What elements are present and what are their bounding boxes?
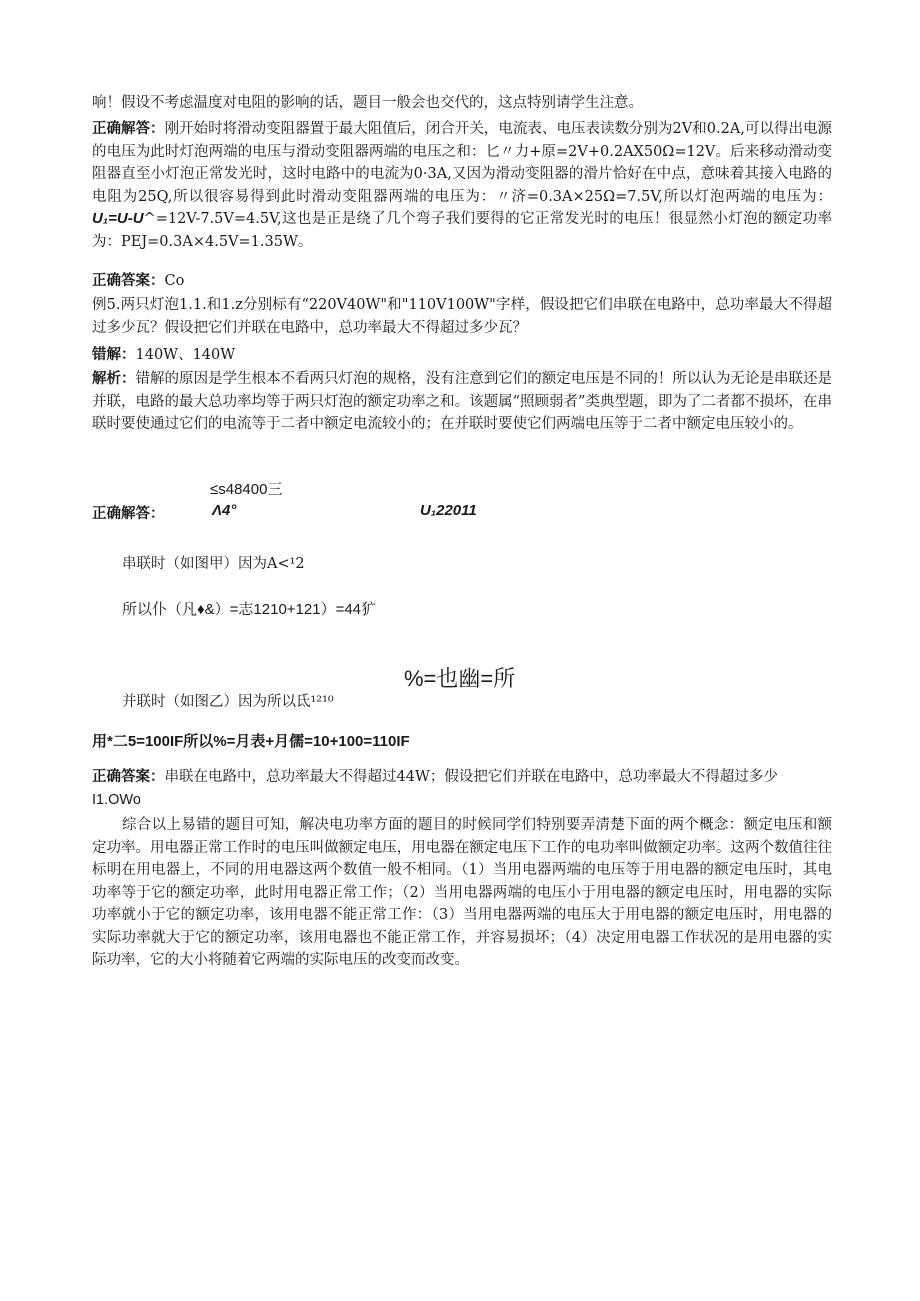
analysis-text-2: ^=12V-7.5V=4.5V,这也是正是绕了几个弯子我们要得的它正常发光时的电压！很显然小灯泡的额定功率为：PEJ=0.3A×4.5V=1.35W。 [92,211,832,250]
answer-2-tail: I1.OWo [92,791,141,808]
wrong-answer-value: 140W、140W [135,347,236,363]
explanation-text: 错解的原因是学生根本不看两只灯泡的规格，没有注意到它们的额定电压是不同的！所以认为无论是串联还是并联，电路的最大总功率均等于两只灯泡的额定功率之和。该题属“照顾弱者”类典型题，即为了二者都不损坏，在串联时要使通过它们的电流等于二者中额定电流较小的；在并联时要使它们两端电压等于二者中额定电压较小的。 [92,371,832,432]
series-calculation: 所以仆（凡♦&）=志1210+121）=44犷 [122,601,377,618]
solution-fragment-3: U₁22011 [420,502,477,519]
solution-label: 正确解答： [92,506,165,522]
answer-2 [92,766,832,811]
explanation-label: 解析： [92,371,136,387]
parallel-line: 并联时（如图乙）因为所以氐¹²¹⁰ [122,694,334,710]
big-formula: %=也幽=所 [404,666,516,691]
solution-fragment-2: Λ4° [212,502,237,519]
series-line: 串联时（如图甲）因为A<¹2 [122,556,305,572]
parallel-calculation: 用*二5=100IF所以%=月表+月儒=10+100=110IF [92,733,410,750]
wrong-answer-label: 错解： [92,347,136,363]
answer-1-label: 正确答案： [92,273,165,289]
answer-1-value: Co [164,273,185,289]
analysis-text-1: 刚开始时将滑动变阻器置于最大阻值后，闭合开关，电流表、电压表读数分别为2V和0.2A,可以得出电源的电压为此时灯泡两端的电压与滑动变阻器两端的电压之和：匕〃力+原=2V+0.2AX50Ω=12V。后来移动滑动变阻器直至小灯泡正常发光时，这时电路中的电流为0·3A,又因为滑动变阻器的滑片恰好在中点，意味着其接入电路的电阻为25Q,所以很容易得到此时滑动变阻器两端的电压为：〃济=0.3A×25Ω=7.5V,所以灯泡两端的电压为： [92,121,832,205]
answer-2-text: 串联在电路中，总功率最大不得超过44W；假设把它们并联在电路中，总功率最大不得超过多少 [164,769,778,785]
answer-2-label: 正确答案： [92,769,165,785]
intro-line: 响！假设不考虑温度对电阻的影响的话，题目一般会也交代的，这点特别请学生注意。 [92,95,643,111]
summary-paragraph: 综合以上易错的题目可知，解决电功率方面的题目的时候同学们特别要弄清楚下面的两个概念：额定电压和额定功率。用电器正常工作时的电压叫做额定电压，用电器在额定电压下工作的电功率叫做额定功率。这两个数值往往标明在用电器上，不同的用电器这两个数值一般不相同。（1）当用电器两端的电压等于用电器的额定电压时，其电功率等于它的额定功率，此时用电器正常工作；（2）当用电器两端的电压小于用电器的额定电压时，用电器的实际功率就小于它的额定功率，该用电器不能正常工作：（3）当用电器两端的电压大于用电器的额定电压时，用电器的实际功率就大于它的额定功率，该用电器也不能正常工作，并容易损坏；（4）决定用电器工作状况的是用电器的实际功率，它的大小将随着它两端的实际电压的改变而改变。 [92,817,832,968]
solution-fragment-1: ≤s48400三 [210,481,283,498]
analysis-formula: U₁=U-U [92,210,144,227]
wrong-answer [92,344,832,367]
analysis-label: 正确解答： [92,121,165,137]
explanation-paragraph [92,368,832,436]
answer-1 [92,270,832,293]
analysis-paragraph [92,118,832,253]
example-5: 例5.两只灯泡1.1.和1.z分别标有“220V40W"和"110V100W"字样，假设把它们串联在电路中，总功率最大不得超过多少瓦？假设把它们并联在电路中，总功率最大不得超过多少瓦？ [92,297,832,336]
